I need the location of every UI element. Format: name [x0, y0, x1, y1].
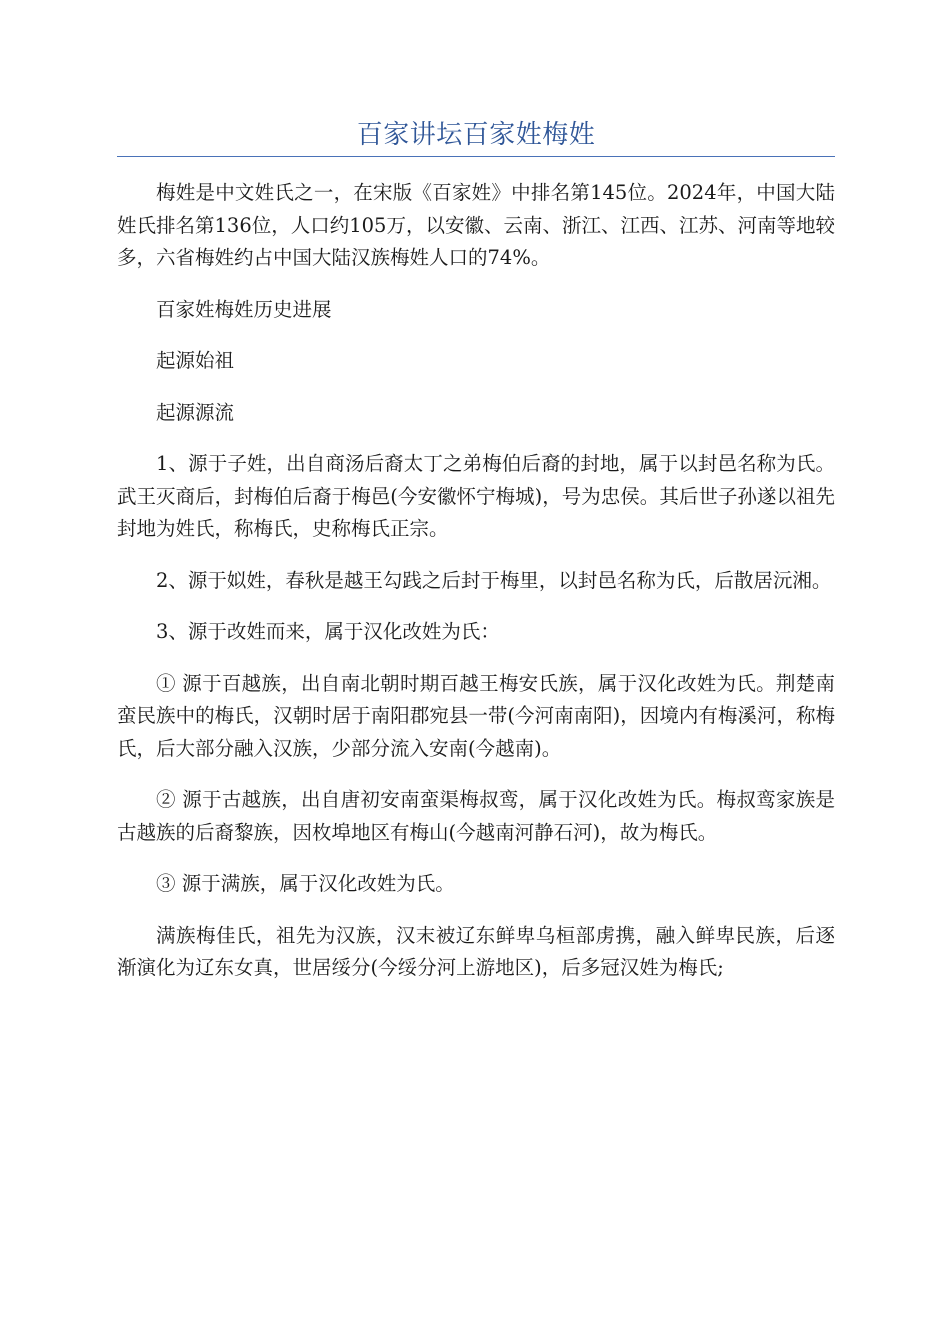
- paragraph-origin-ancestor: 起源始祖: [156, 349, 235, 372]
- paragraph-source-3c: ③ 源于满族，属于汉化改姓为氏。: [156, 872, 455, 895]
- title-underline: [117, 156, 835, 157]
- paragraph-history-heading: 百家姓梅姓历史进展: [156, 297, 332, 321]
- paragraph-intro: 梅姓是中文姓氏之一，在宋版《百家姓》中排名第145位。2024年，中国大陆姓氏排名第136位，人口约105万，以安徽、云南、浙江、江西、江苏、河南等地较多，六省梅姓约占中国大陆汉族梅姓人口的74%。: [117, 181, 835, 269]
- paragraph-manchu-meijia: 满族梅佳氏，祖先为汉族，汉末被辽东鲜卑乌桓部虏携，融入鲜卑民族，后逐渐演化为辽东女真，世居绥分(今绥分河上游地区)，后多冠汉姓为梅氏;: [117, 923, 835, 979]
- paragraph-source-2: 2、源于姒姓，春秋是越王勾践之后封于梅里，以封邑名称为氏，后散居沅湘。: [156, 568, 832, 592]
- paragraph-origin-source: 起源源流: [156, 400, 235, 424]
- document-body: [117, 177, 835, 985]
- paragraph-source-3a: ① 源于百越族，出自南北朝时期百越王梅安氏族，属于汉化改姓为氏。荆楚南蛮民族中的梅氏，汉朝时居于南阳郡宛县一带(今河南南阳)，因境内有梅溪河，称梅氏，后大部分融入汉族，少部分流入安南(今越南)。: [117, 671, 835, 760]
- document-page: [117, 0, 835, 1004]
- paragraph-source-3b: ② 源于古越族，出自唐初安南蛮渠梅叔鸾，属于汉化改姓为氏。梅叔鸾家族是古越族的后裔黎族，因枚埠地区有梅山(今越南河静石河)，故为梅氏。: [117, 788, 835, 844]
- paragraph-source-3: 3、源于改姓而来，属于汉化改姓为氏：: [156, 620, 500, 643]
- paragraph-source-1: 1、源于子姓，出自商汤后裔太丁之弟梅伯后裔的封地，属于以封邑名称为氏。武王灭商后，封梅伯后裔于梅邑(今安徽怀宁梅城)，号为忠侯。其后世子孙遂以祖先封地为姓氏，称梅氏，史称梅氏正宗。: [117, 452, 835, 540]
- document-title: 百家讲坛百家姓梅姓: [356, 120, 596, 150]
